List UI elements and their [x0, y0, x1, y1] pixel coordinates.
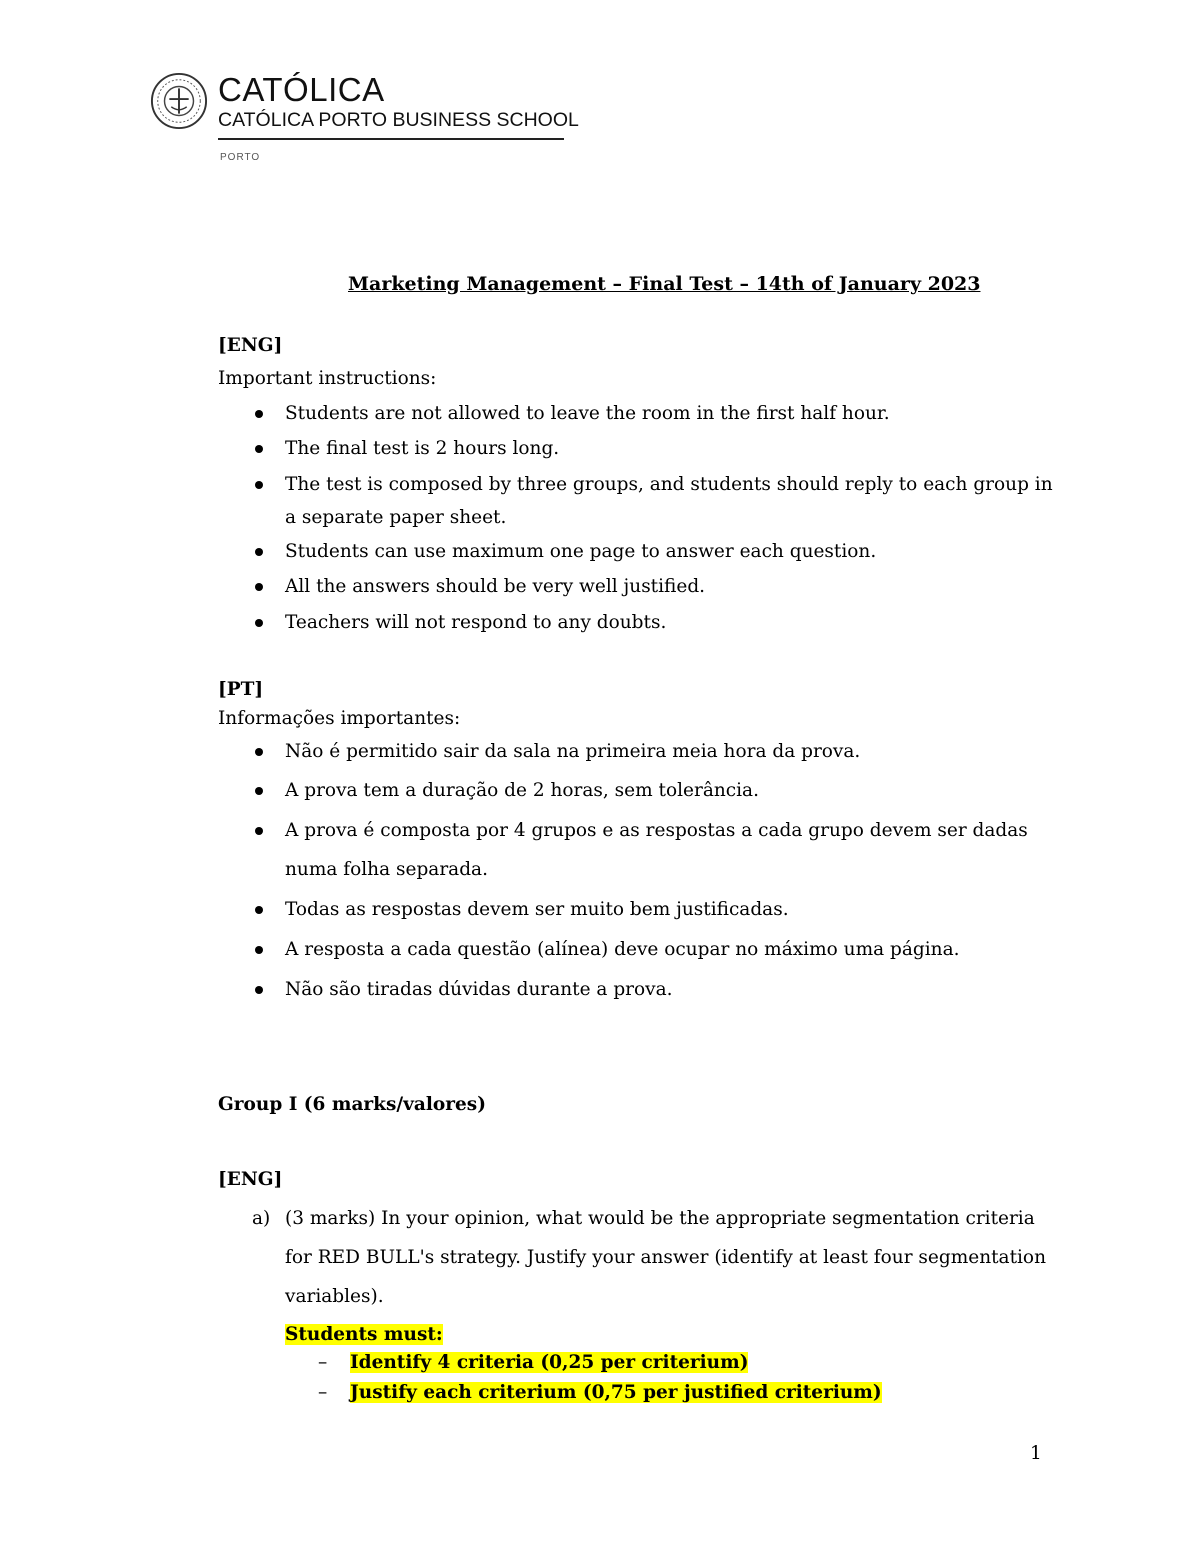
grading-criterion-text: Justify each criterium (0,75 per justified criterium): [350, 1382, 882, 1403]
eng-item: Students are not allowed to leave the room in the first half hour.: [285, 403, 890, 424]
bullet-icon: [255, 906, 263, 914]
pt-item: A prova é composta por 4 grupos e as respostas a cada grupo devem ser dadas: [285, 820, 1028, 841]
bullet-icon: [255, 481, 263, 489]
school-name: CATÓLICA PORTO BUSINESS SCHOOL: [218, 109, 579, 131]
grading-criterion: [350, 1381, 882, 1405]
eng-item: All the answers should be very well justified.: [285, 576, 706, 597]
grading-criterion: [350, 1351, 748, 1375]
dash-marker: –: [318, 1352, 328, 1373]
page-title: Marketing Management – Final Test – 14th of January 2023: [348, 273, 981, 295]
question-label: a): [252, 1208, 271, 1229]
bullet-icon: [255, 548, 263, 556]
university-seal-icon: [150, 72, 208, 130]
bullet-icon: [255, 445, 263, 453]
eng-heading: Important instructions:: [218, 368, 437, 389]
eng-item-continued: a separate paper sheet.: [285, 507, 507, 528]
pt-heading: Informações importantes:: [218, 708, 461, 729]
bullet-icon: [255, 410, 263, 418]
pt-item: Não é permitido sair da sala na primeira meia hora da prova.: [285, 741, 861, 762]
pt-item-continued: numa folha separada.: [285, 859, 488, 880]
page-number: 1: [1030, 1443, 1042, 1464]
bullet-icon: [255, 619, 263, 627]
grading-criterion-text: Identify 4 criteria (0,25 per criterium): [350, 1352, 749, 1373]
pt-tag: [PT]: [218, 679, 264, 700]
group-eng-tag: [ENG]: [218, 1169, 283, 1190]
bullet-icon: [255, 787, 263, 795]
question-text: (3 marks) In your opinion, what would be the appropriate segmentation criteria: [285, 1208, 1035, 1229]
bullet-icon: [255, 986, 263, 994]
catolica-logo: [150, 70, 579, 170]
bullet-icon: [255, 827, 263, 835]
pt-item: A resposta a cada questão (alínea) deve ocupar no máximo uma página.: [285, 939, 960, 960]
bullet-icon: [255, 748, 263, 756]
pt-item: Não são tiradas dúvidas durante a prova.: [285, 979, 673, 1000]
pt-item: A prova tem a duração de 2 horas, sem tolerância.: [285, 780, 759, 801]
bullet-icon: [255, 946, 263, 954]
eng-item: Teachers will not respond to any doubts.: [285, 612, 667, 633]
brand-name: CATÓLICA: [218, 71, 385, 108]
logo-rule: [218, 138, 564, 140]
question-text: for RED BULL's strategy. Justify your answer (identify at least four segmentation: [285, 1247, 1046, 1268]
city-name: PORTO: [220, 152, 261, 163]
eng-item: Students can use maximum one page to answer each question.: [285, 541, 877, 562]
eng-item: The final test is 2 hours long.: [285, 438, 560, 459]
question-text: variables).: [285, 1286, 384, 1307]
pt-item: Todas as respostas devem ser muito bem justificadas.: [285, 899, 789, 920]
dash-marker: –: [318, 1382, 328, 1403]
grading-heading: [285, 1323, 443, 1347]
group-title: Group I (6 marks/valores): [218, 1094, 486, 1115]
eng-tag: [ENG]: [218, 335, 283, 356]
eng-item: The test is composed by three groups, and students should reply to each group in: [285, 474, 1053, 495]
grading-heading-text: Students must:: [285, 1324, 443, 1345]
bullet-icon: [255, 583, 263, 591]
